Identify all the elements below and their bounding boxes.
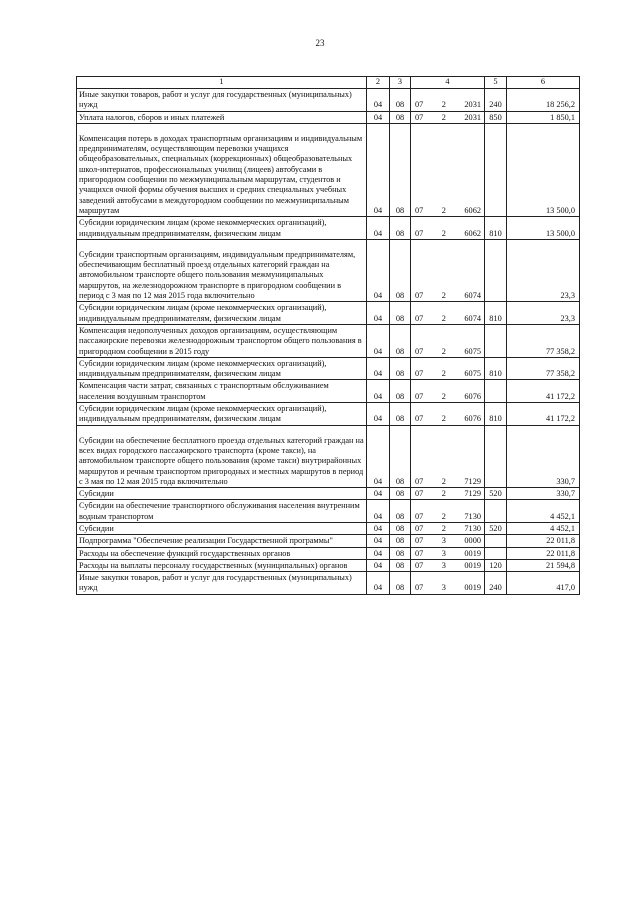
column-number: 5	[485, 77, 507, 89]
direction-code: 6074	[464, 291, 481, 301]
row-name: Субсидии юридическим лицам (кроме некоммерческих организаций), индивидуальным предпринимателям, физическим лицам	[79, 303, 327, 323]
amount: 417,0	[507, 572, 580, 595]
table-row	[77, 572, 580, 595]
target-article-cell	[411, 547, 485, 559]
table-row	[77, 425, 580, 487]
row-name-cell	[77, 89, 367, 112]
table-row	[77, 522, 580, 534]
row-name-cell	[77, 111, 367, 123]
subsection-code: 08	[390, 535, 411, 547]
subsection-code: 08	[390, 403, 411, 426]
row-name: Иные закупки товаров, работ и услуг для государственных (муниципальных) нужд	[79, 573, 352, 593]
amount: 4 452,1	[507, 500, 580, 523]
subsection-code: 08	[390, 357, 411, 380]
section-code: 04	[367, 302, 390, 325]
program-code: 07	[415, 346, 424, 356]
row-name: Компенсация части затрат, связанных с транспортным обслуживанием населения воздушным транспортом	[79, 381, 329, 401]
expense-type-code: 810	[485, 302, 507, 325]
subsection-code: 08	[390, 572, 411, 595]
section-code: 04	[367, 547, 390, 559]
section-code: 04	[367, 380, 390, 403]
row-name: Субсидии транспортным организациям, индивидуальным предпринимателям, обеспечивающим бесплатный проезд отдельных категорий граждан на автомобильном транспорте общего пользования межмуниципальных маршрутов, на железнодорожном транспорте в пригородном сообщении в период с 3 мая по 12 мая 2015 года включительно	[79, 249, 356, 301]
expense-type-code: 850	[485, 111, 507, 123]
target-article-cell	[411, 488, 485, 500]
program-code: 07	[415, 391, 424, 401]
subprogram-code: 2	[441, 489, 446, 499]
expense-type-code	[485, 123, 507, 216]
target-article-cell	[411, 217, 485, 240]
direction-code: 7130	[464, 511, 481, 521]
section-code: 04	[367, 324, 390, 357]
expense-type-code: 240	[485, 89, 507, 112]
subsection-code: 08	[390, 302, 411, 325]
program-code: 07	[415, 489, 424, 499]
program-code: 07	[415, 536, 424, 546]
section-code: 04	[367, 500, 390, 523]
row-name-cell	[77, 357, 367, 380]
subprogram-code: 2	[441, 100, 446, 110]
subsection-code: 08	[390, 217, 411, 240]
row-name: Уплата налогов, сборов и иных платежей	[79, 112, 225, 122]
table-row	[77, 380, 580, 403]
section-code: 04	[367, 403, 390, 426]
program-code: 07	[415, 313, 424, 323]
direction-code: 0019	[464, 560, 481, 570]
subsection-code: 08	[390, 488, 411, 500]
column-number-row	[77, 77, 580, 89]
program-code: 07	[415, 112, 424, 122]
program-code: 07	[415, 369, 424, 379]
target-article-cell	[411, 357, 485, 380]
subprogram-code: 2	[441, 205, 446, 215]
table-row	[77, 239, 580, 301]
target-article-cell	[411, 123, 485, 216]
subprogram-code: 3	[441, 560, 446, 570]
row-name-cell	[77, 217, 367, 240]
row-name: Компенсация недополученных доходов организациям, осуществляющим пассажирские перевозки железнодорожным транспортом общего пользования в пригородном сообщении в 2015 году	[79, 325, 362, 356]
subsection-code: 08	[390, 522, 411, 534]
program-code: 07	[415, 291, 424, 301]
row-name: Подпрограмма "Обеспечение реализации Государственной программы"	[79, 536, 333, 546]
subprogram-code: 2	[441, 228, 446, 238]
table-row	[77, 500, 580, 523]
target-article-cell	[411, 403, 485, 426]
table-row	[77, 123, 580, 216]
row-name: Субсидии юридическим лицам (кроме некоммерческих организаций), индивидуальным предпринимателям, физическим лицам	[79, 358, 327, 379]
section-code: 04	[367, 425, 390, 487]
amount: 1 850,1	[507, 111, 580, 123]
row-name: Субсидии на обеспечение транспортного обслуживания населения внутренним водным транспортом	[79, 501, 360, 521]
subprogram-code: 2	[441, 369, 446, 379]
target-article-cell	[411, 111, 485, 123]
row-name: Субсидии юридическим лицам (кроме некоммерческих организаций), индивидуальным предпринимателям, физическим лицам	[79, 218, 327, 238]
direction-code: 6074	[464, 313, 481, 323]
expense-type-code: 520	[485, 488, 507, 500]
program-code: 07	[415, 583, 424, 593]
column-number: 2	[367, 77, 390, 89]
expense-type-code: 520	[485, 522, 507, 534]
subprogram-code: 3	[441, 536, 446, 546]
column-number: 6	[507, 77, 580, 89]
target-article-cell	[411, 302, 485, 325]
amount: 77 358,2	[507, 324, 580, 357]
target-article-cell	[411, 572, 485, 595]
amount: 330,7	[507, 488, 580, 500]
column-number: 1	[77, 77, 367, 89]
row-name-cell	[77, 425, 367, 487]
direction-code: 0000	[464, 536, 481, 546]
amount: 41 172,2	[507, 380, 580, 403]
table-row	[77, 111, 580, 123]
amount: 4 452,1	[507, 522, 580, 534]
row-name-cell	[77, 380, 367, 403]
row-name-cell	[77, 559, 367, 571]
amount: 41 172,2	[507, 403, 580, 426]
amount: 23,3	[507, 239, 580, 301]
direction-code: 2031	[464, 112, 481, 122]
program-code: 07	[415, 414, 424, 424]
table-row	[77, 559, 580, 571]
subsection-code: 08	[390, 547, 411, 559]
row-name-cell	[77, 488, 367, 500]
amount: 330,7	[507, 425, 580, 487]
row-name: Субсидии	[79, 523, 114, 533]
row-name-cell	[77, 535, 367, 547]
column-number: 4	[411, 77, 485, 89]
direction-code: 7129	[464, 489, 481, 499]
subprogram-code: 2	[441, 414, 446, 424]
table-row	[77, 217, 580, 240]
subprogram-code: 3	[441, 583, 446, 593]
subsection-code: 08	[390, 89, 411, 112]
target-article-cell	[411, 324, 485, 357]
program-code: 07	[415, 228, 424, 238]
subsection-code: 08	[390, 239, 411, 301]
program-code: 07	[415, 523, 424, 533]
table-row	[77, 302, 580, 325]
expense-type-code	[485, 500, 507, 523]
row-name: Иные закупки товаров, работ и услуг для государственных (муниципальных) нужд	[79, 90, 352, 110]
section-code: 04	[367, 488, 390, 500]
subsection-code: 08	[390, 123, 411, 216]
target-article-cell	[411, 500, 485, 523]
expense-type-code	[485, 547, 507, 559]
subsection-code: 08	[390, 500, 411, 523]
expense-type-code: 810	[485, 217, 507, 240]
program-code: 07	[415, 560, 424, 570]
row-name-cell	[77, 572, 367, 595]
subprogram-code: 2	[441, 476, 446, 486]
direction-code: 6075	[464, 369, 481, 379]
amount: 21 594,8	[507, 559, 580, 571]
table-row	[77, 535, 580, 547]
row-name-cell	[77, 324, 367, 357]
subprogram-code: 2	[441, 391, 446, 401]
table-row	[77, 547, 580, 559]
program-code: 07	[415, 476, 424, 486]
expense-type-code	[485, 324, 507, 357]
section-code: 04	[367, 123, 390, 216]
row-name-cell	[77, 522, 367, 534]
direction-code: 6075	[464, 346, 481, 356]
amount: 22 011,8	[507, 547, 580, 559]
target-article-cell	[411, 559, 485, 571]
subprogram-code: 2	[441, 346, 446, 356]
row-name-cell	[77, 302, 367, 325]
section-code: 04	[367, 217, 390, 240]
target-article-cell	[411, 89, 485, 112]
subprogram-code: 2	[441, 112, 446, 122]
table-row	[77, 357, 580, 380]
direction-code: 0019	[464, 548, 481, 558]
section-code: 04	[367, 239, 390, 301]
expense-type-code	[485, 380, 507, 403]
program-code: 07	[415, 100, 424, 110]
expense-type-code: 120	[485, 559, 507, 571]
subprogram-code: 3	[441, 548, 446, 558]
expense-type-code	[485, 239, 507, 301]
row-name: Компенсация потерь в доходах транспортным организациям и индивидуальным предпринимателям, осуществляющим перевозки учащихся общеобразовательных, специальных (коррекционных) общеобразовательных школ-интернатов, профессиональных училищ (лицеев) автобусами в пригородном сообщении по межмуниципальным маршрутам, студентов и учащихся очной формы обучения высших и средних специальных учебных заведений автобусами в междугородном сообщении по межмуниципальным маршрутам	[79, 133, 363, 215]
column-number: 3	[390, 77, 411, 89]
amount: 13 500,0	[507, 217, 580, 240]
target-article-cell	[411, 380, 485, 403]
direction-code: 2031	[464, 100, 481, 110]
subsection-code: 08	[390, 425, 411, 487]
row-name-cell	[77, 239, 367, 301]
expense-type-code: 240	[485, 572, 507, 595]
target-article-cell	[411, 535, 485, 547]
row-name: Расходы на выплаты персоналу государственных (муниципальных) органов	[79, 560, 348, 570]
direction-code: 7129	[464, 476, 481, 486]
expense-type-code: 810	[485, 357, 507, 380]
target-article-cell	[411, 522, 485, 534]
row-name: Субсидии на обеспечение бесплатного проезда отдельных категорий граждан на всех видах городского пассажирского транспорта (кроме такси), на автомобильном транспорте общего пользования (кроме такси) внутрирайонных маршрутов и речным транспортом пригородных и местных маршрутов в период с 3 мая по 12 мая 2015 года включительно	[79, 435, 364, 486]
direction-code: 7130	[464, 523, 481, 533]
program-code: 07	[415, 548, 424, 558]
amount: 77 358,2	[507, 357, 580, 380]
amount: 13 500,0	[507, 123, 580, 216]
row-name-cell	[77, 500, 367, 523]
table-row	[77, 324, 580, 357]
amount: 23,3	[507, 302, 580, 325]
table-row	[77, 403, 580, 426]
row-name: Субсидии юридическим лицам (кроме некоммерческих организаций), индивидуальным предпринимателям, физическим лицам	[79, 404, 327, 424]
expense-type-code: 810	[485, 403, 507, 426]
direction-code: 6062	[464, 228, 481, 238]
subsection-code: 08	[390, 111, 411, 123]
row-name-cell	[77, 403, 367, 426]
subsection-code: 08	[390, 380, 411, 403]
page-number: 23	[315, 38, 325, 48]
direction-code: 0019	[464, 583, 481, 593]
section-code: 04	[367, 522, 390, 534]
subsection-code: 08	[390, 559, 411, 571]
expense-type-code	[485, 425, 507, 487]
row-name: Субсидии	[79, 489, 114, 499]
row-name-cell	[77, 547, 367, 559]
table-row	[77, 488, 580, 500]
subprogram-code: 2	[441, 511, 446, 521]
section-code: 04	[367, 535, 390, 547]
section-code: 04	[367, 572, 390, 595]
subprogram-code: 2	[441, 523, 446, 533]
budget-table	[76, 76, 580, 595]
row-name: Расходы на обеспечение функций государственных органов	[79, 548, 291, 558]
direction-code: 6076	[464, 391, 481, 401]
subprogram-code: 2	[441, 291, 446, 301]
program-code: 07	[415, 511, 424, 521]
section-code: 04	[367, 357, 390, 380]
section-code: 04	[367, 89, 390, 112]
table-row	[77, 89, 580, 112]
amount: 22 011,8	[507, 535, 580, 547]
section-code: 04	[367, 111, 390, 123]
target-article-cell	[411, 425, 485, 487]
subprogram-code: 2	[441, 313, 446, 323]
section-code: 04	[367, 559, 390, 571]
direction-code: 6076	[464, 414, 481, 424]
direction-code: 6062	[464, 205, 481, 215]
amount: 18 256,2	[507, 89, 580, 112]
target-article-cell	[411, 239, 485, 301]
budget-table-body	[77, 77, 580, 595]
program-code: 07	[415, 205, 424, 215]
subsection-code: 08	[390, 324, 411, 357]
row-name-cell	[77, 123, 367, 216]
expense-type-code	[485, 535, 507, 547]
